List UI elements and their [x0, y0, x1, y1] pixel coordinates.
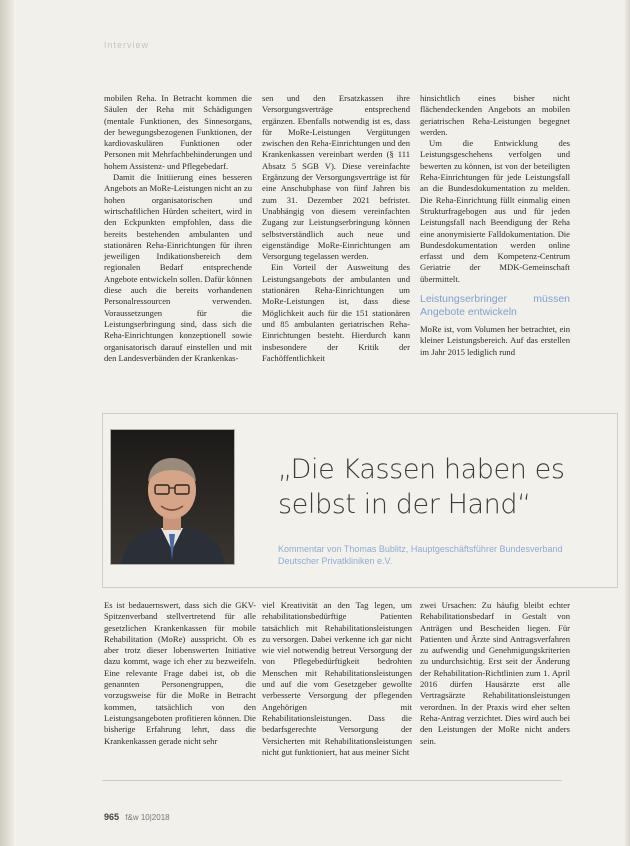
- paragraph: hinsichtlich eines bisher nicht flächendeckenden Angebots an mobilen geriatrischen Reha-Leistungen begegnet werden.: [420, 93, 570, 137]
- section-header: Interview: [104, 40, 150, 50]
- interview-quote: „Die Kassen haben es selbst in der Hand“: [278, 454, 565, 520]
- divider: [102, 780, 562, 781]
- binding-gutter: [0, 0, 14, 846]
- page-footer: [104, 812, 170, 822]
- paragraph: Damit die Initiierung eines besseren Angebots an MoRe-Leistungen nicht an zu hohen organisatorischen und wirtschaftlichen Hürden scheitert, wird in den Eckpunkten empfohlen, dass die bereits bestehenden ambulanten und stationären Reha-Einrichtungen für ihren jeweiligen Indikationsbereich dem regionalen Bedarf entsprechende Angebote entwickeln sollen. Dafür können diese auch die bereits vorhandenen Personalressourcen verwenden. Voraussetzungen für die Leistungserbringung sind, dass sich die Reha-Einrichtungen konzeptionell sowie organisatorisch darauf einstellen und mit den Landesverbänden der Krankenkas-: [104, 172, 252, 363]
- magazine-name: f&w 10|2018: [125, 813, 170, 822]
- paragraph: MoRe ist, vom Volumen her betrachtet, ein kleiner Leistungsbereich. Auf das erstellen im Jahr 2015 lediglich rund: [420, 324, 570, 357]
- article-column-3: [420, 93, 570, 358]
- portrait-photo: [110, 429, 235, 565]
- page-number: 965: [104, 812, 120, 822]
- page-edge: [624, 0, 630, 846]
- paragraph: Ein Vorteil der Ausweitung des Leistungsangebots der ambulanten und stationären Reha-Einrichtungen um MoRe-Leistungen ist, dass diese Möglichkeit auch für die 151 stationären und 85 ambulanten geriatrischen Reha-Einrichtungen besteht. Hierdurch kann insbesondere der Kritik der Fachöffentlichkeit: [262, 262, 410, 363]
- paragraph: mobilen Reha. In Betracht kommen die Säulen der Reha mit Schädigungen (mentale Funktionen, des Sinnesorgans, der bewegungsbezogenen Funktionen, der kardiovaskulären Funktionen oder Personen mit Mehrfachbehinderungen und hohem Assistenz- und Pflegebedarf.: [104, 93, 252, 171]
- paragraph: Um die Entwicklung des Leistungsgeschehens verfolgen und bewerten zu können, ist von der beteiligten Reha-Einrichtungen für jede Leistungsfall an die Bundesdokumentation zu melden. Die Reha-Einrichtung füllt einmalig einen Strukturfragebogen aus und für jeden Leistungsfall nach Beendigung der Reha eine anonymisierte Falldokumentation. Die Bundesdokumentation werden online erfasst und dem Kompetenz-Centrum Geriatrie der MDK-Gemeinschaft übermittelt.: [420, 138, 570, 284]
- paragraph: viel Kreativität an den Tag legen, um rehabilitationsbedürftige Patienten tatsächlich mit Rehabilitationsleistungen zu versorgen. Dabei verkenne ich gar nicht wie viel notwendig betreut Versorgung der von Pflegebedürftigkeit bedrohten Menschen mit Rehabilitationsleistungen und auf die vom Gesetzgeber gewollte verbesserte Versorgung der pflegenden Angehörigen mit Rehabilitationsleistungen. Dass die bedarfsgerechte Versorgung der Versicherten mit Rehabilitationsleistungen nicht gut funktioniert, hat aus meiner Sicht: [262, 600, 412, 757]
- paragraph: Es ist bedauernswert, dass sich die GKV-Spitzenverband stellvertretend für alle gesetzlichen Krankenkassen für mobile Rehabilitation (MoRe) ausspricht. Ob es aber trotz dieser lobenswerten Initiative dazu kommt, wage ich eher zu bezweifeln. Eine relevante Frage dabei ist, ob die genannten Personengruppen, die vorzugsweise für die MoRe in Betracht kommen, tatsächlich von den Leistungsangeboten profitieren können. Die bisherige Erfahrung lehrt, dass die Krankenkassen gerade nicht sehr: [104, 600, 256, 746]
- paragraph: zwei Ursachen: Zu häufig bleibt echter Rehabilitationsbedarf in Gestalt von Anträgen und Bescheiden liegen. Für Patienten und Ärzte sind Antragsverfahren zu aufwendig und Genehmigungskriterien zu undurchsichtig. Erst seit der Änderung der Rehabilitation-Richtlinien zum 1. April 2016 dürfen Hausärzte erst alle Vertragsärzte Rehabilitationsleistungen verordnen. In der Praxis wird eher selten Reha-Antrag verzichtet. Dies wird auch bei den Leistungen der MoRe nicht anders sein.: [420, 600, 570, 746]
- comment-column-1: [104, 600, 256, 747]
- paragraph: sen und den Ersatzkassen ihre Versorgungsverträge entsprechend ergänzen. Ebenfalls notwendig ist es, dass für MoRe-Leistungen Vergütungen zwischen den Reha-Einrichtungen und den Krankenkassen vereinbart werden (§ 111 Absatz 5 SGB V). Diese vereinfachte Ergänzung der Versorgungsverträge ist für eine Anschubphase von fünf Jahren bis zum 31. Dezember 2021 befristet. Unabhängig von diesem vereinfachten Zugang zur Leistungserbringung können selbstverständlich auch neue und eigenständige MoRe-Einrichtungen am Versorgung tegelassen werden.: [262, 93, 410, 262]
- article-column-1: [104, 93, 252, 364]
- interview-byline: Kommentar von Thomas Bublitz, Hauptgeschäftsführer Bundesverband Deutscher Privatkliniken e.V.: [278, 544, 563, 566]
- article-column-2: [262, 93, 410, 364]
- comment-column-3: [420, 600, 570, 747]
- comment-column-2: [262, 600, 412, 758]
- subheading: Leistungserbringer müssen Angebote entwickeln: [420, 293, 570, 318]
